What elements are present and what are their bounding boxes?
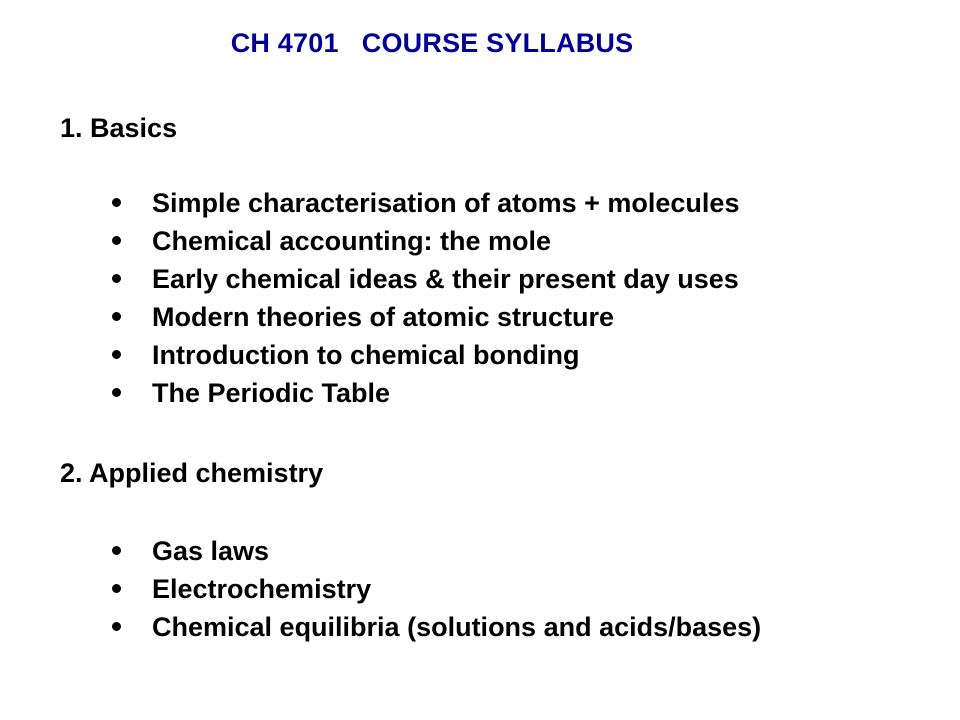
- bullet-icon: [112, 350, 121, 359]
- list-item-text: Gas laws: [152, 536, 270, 566]
- bullet-icon: [112, 546, 121, 555]
- list-item-text: The Periodic Table: [152, 378, 391, 408]
- list-item-text: Early chemical ideas & their present day uses: [152, 264, 739, 294]
- list-item-text: Chemical accounting: the mole: [152, 226, 552, 256]
- bullet-icon: [112, 584, 121, 593]
- section-heading-basics: 1. Basics: [60, 113, 178, 143]
- list-item-text: Modern theories of atomic structure: [152, 302, 615, 332]
- section-heading-applied-chemistry: 2. Applied chemistry: [60, 458, 324, 488]
- bullet-icon: [112, 388, 121, 397]
- list-item-text: Introduction to chemical bonding: [152, 340, 580, 370]
- bullet-icon: [112, 236, 121, 245]
- list-item-text: Simple characterisation of atoms + molecules: [152, 188, 740, 218]
- list-item-text: Chemical equilibria (solutions and acids/bases): [152, 612, 762, 642]
- bullet-icon: [112, 198, 121, 207]
- bullet-icon: [112, 274, 121, 283]
- bullet-icon: [112, 312, 121, 321]
- slide-title: CH 4701 COURSE SYLLABUS: [230, 28, 634, 58]
- bullet-icon: [112, 622, 121, 631]
- list-item-text: Electrochemistry: [152, 574, 372, 604]
